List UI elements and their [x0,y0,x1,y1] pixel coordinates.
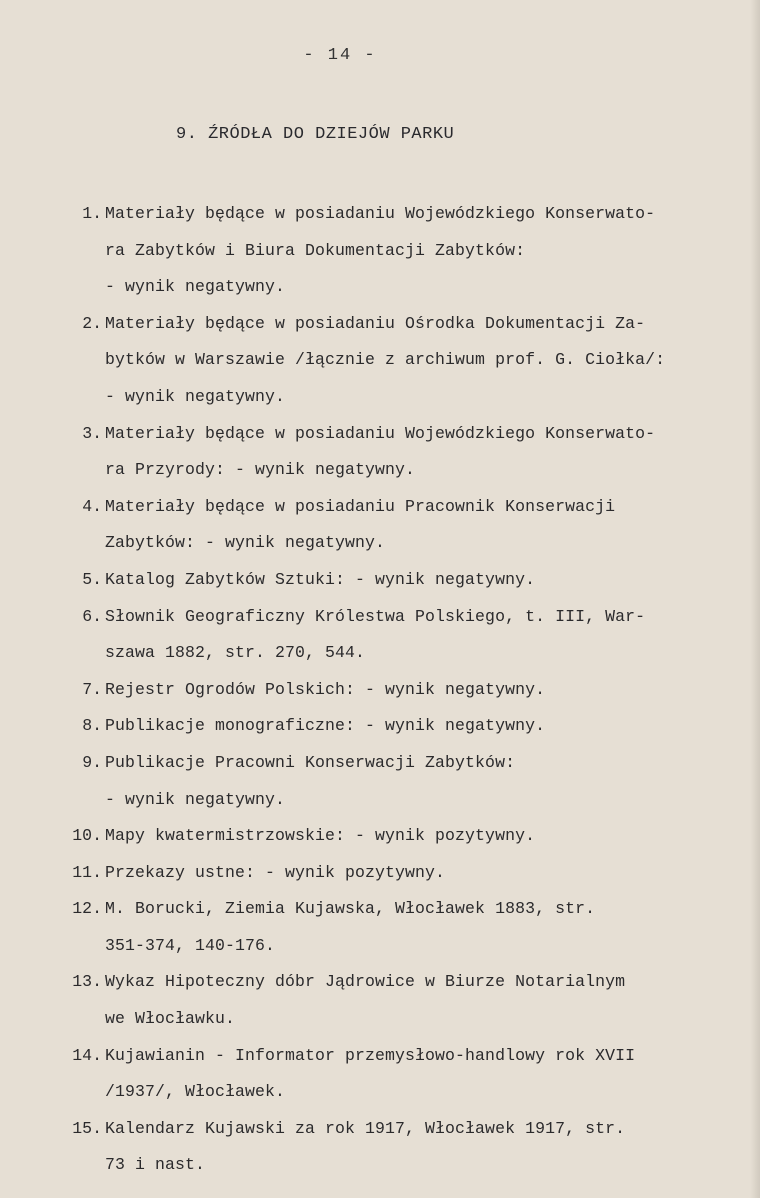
list-item [58,964,708,1037]
item-number: 11. [72,862,102,882]
list-item [58,672,708,709]
item-text-line: bytków w Warszawie /łącznie z archiwum prof. G. Ciołka/: [105,350,666,370]
item-number: 8. [82,716,102,736]
item-text-line: ra Przyrody: - wynik negatywny. [105,460,416,480]
list-item [58,599,708,672]
item-number: 14. [72,1045,102,1065]
list-item [58,416,708,489]
item-number: 15. [72,1118,102,1138]
item-number: 13. [72,972,102,992]
item-text-line: Zabytków: - wynik negatywny. [105,533,386,553]
item-text-line: Materiały będące w posiadaniu Wojewódzkiego Konserwato- [105,204,656,223]
item-text-line: Rejestr Ogrodów Polskich: - wynik negatywny. [105,679,546,699]
list-item [58,562,708,599]
item-text-line: Kalendarz Kujawski za rok 1917, Włocławek 1917, str. [105,1118,626,1138]
list-item [58,1038,708,1111]
item-text-line: we Włocławku. [105,1009,236,1029]
item-number: 2. [82,313,102,333]
list-item [58,818,708,855]
item-text-line: - wynik negatywny. [105,386,286,406]
item-number: 12. [72,899,102,919]
item-text-line: 73 i nast. [105,1155,206,1175]
list-item [58,708,708,745]
item-text-line: Publikacje monograficzne: - wynik negatywny. [105,716,546,736]
item-text-line: Słownik Geograficzny Królestwa Polskiego, t. III, War- [105,606,646,626]
item-number: 10. [72,826,102,846]
item-number: 4. [82,496,102,516]
page-number: - 14 - [303,46,377,65]
item-number: 9. [82,752,102,772]
item-text-line: Materiały będące w posiadaniu Pracownik Konserwacji [105,496,616,516]
list-item [58,306,708,416]
item-number: 7. [82,679,102,699]
item-text-line: szawa 1882, str. 270, 544. [105,643,366,663]
item-text-line: - wynik negatywny. [105,277,286,297]
source-list [58,196,708,1184]
list-item [58,891,708,964]
page-edge-shadow [750,0,760,1198]
item-text-line: Mapy kwatermistrzowskie: - wynik pozytywny. [105,826,536,846]
item-number: 6. [82,606,102,626]
list-item [58,1111,708,1184]
item-text-line: 351-374, 140-176. [105,935,276,955]
list-item [58,855,708,892]
item-text-line: Materiały będące w posiadaniu Ośrodka Dokumentacji Za- [105,313,646,333]
item-text-line: Przekazy ustne: - wynik pozytywny. [105,862,446,882]
item-text-line: Katalog Zabytków Sztuki: - wynik negatywny. [105,569,536,589]
item-number: 3. [82,423,102,443]
item-text-line: Wykaz Hipoteczny dóbr Jądrowice w Biurze Notarialnym [105,972,626,992]
item-text-line: Publikacje Pracowni Konserwacji Zabytków: [105,752,516,772]
section-title: 9. ŹRÓDŁA DO DZIEJÓW PARKU [176,125,455,144]
item-text-line: /1937/, Włocławek. [105,1082,286,1102]
item-text-line: M. Borucki, Ziemia Kujawska, Włocławek 1883, str. [105,899,596,919]
item-number: 5. [82,569,102,589]
item-text-line: Materiały będące w posiadaniu Wojewódzkiego Konserwato- [105,423,656,443]
item-text-line: - wynik negatywny. [105,789,286,809]
list-item [58,489,708,562]
item-text-line: Kujawianin - Informator przemysłowo-handlowy rok XVII [105,1045,636,1065]
item-number: 1. [82,204,102,223]
list-item [58,745,708,818]
list-item [58,196,708,306]
item-text-line: ra Zabytków i Biura Dokumentacji Zabytków: [105,240,526,260]
